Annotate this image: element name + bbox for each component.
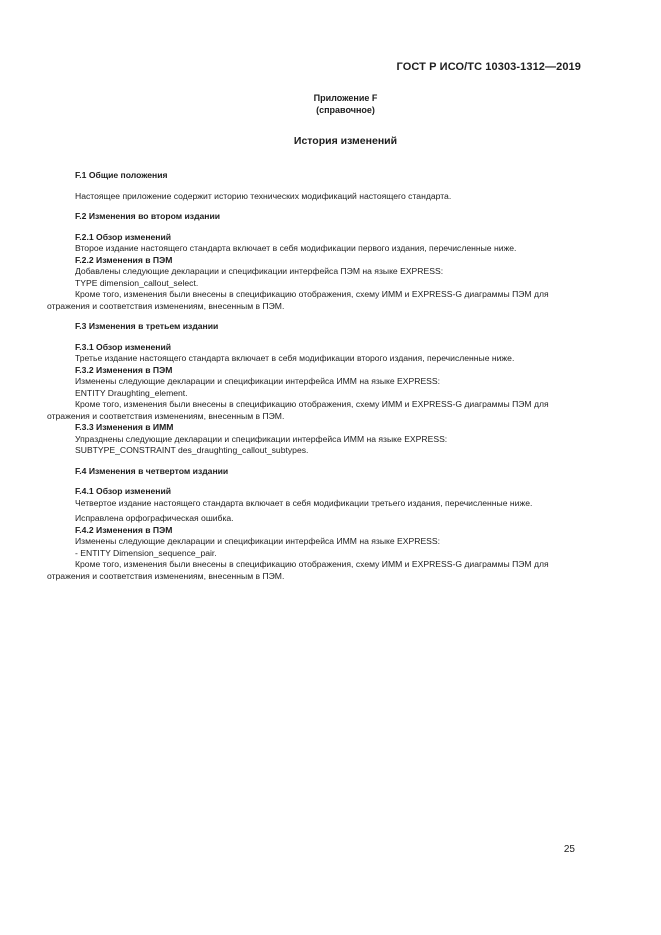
subsection-heading-f4-1: F.4.1 Обзор изменений xyxy=(75,486,172,496)
subsection-heading-f3-3: F.3.3 Изменения в ИММ xyxy=(75,422,174,432)
paragraph: Кроме того, изменения были внесены в спецификацию отображения, схему ИММ и EXPRESS-G диаграммы ПЭМ для отражения и соответствия изменениям, внесенным в ПЭМ. xyxy=(47,399,549,421)
section-heading-f2: F.2 Изменения во втором издании xyxy=(75,211,221,221)
paragraph: ENTITY Draughting_element. xyxy=(75,387,188,398)
subsection-heading-f3-1: F.3.1 Обзор изменений xyxy=(75,341,172,352)
paragraph: Добавлены следующие декларации и спецификации интерфейса ПЭМ на языке EXPRESS: xyxy=(75,266,444,276)
subsection-heading-f3-2: F.3.2 Изменения в ПЭМ xyxy=(75,364,173,375)
subsection-heading-f2-2: F.2.2 Изменения в ПЭМ xyxy=(75,254,173,265)
paragraph: Настоящее приложение содержит историю технических модификаций настоящего стандарта. xyxy=(75,190,452,201)
annex-kind: (справочное) xyxy=(316,105,375,115)
section-heading-f4: F.4 Изменения в четвертом издании xyxy=(75,465,229,476)
paragraph: Изменены следующие декларации и спецификации интерфейса ИММ на языке EXPRESS: xyxy=(75,376,441,386)
subsection-heading-f2-1: F.2.1 Обзор изменений xyxy=(75,231,172,242)
section-heading-f1: F.1 Общие положения xyxy=(75,170,168,180)
paragraph: Третье издание настоящего стандарта включает в себя модификации второго издания, перечисленные ниже. xyxy=(75,353,515,363)
document-id: ГОСТ Р ИСО/ТС 10303-1312—2019 xyxy=(396,61,581,73)
paragraph: Изменены следующие декларации и спецификации интерфейса ИММ на языке EXPRESS: xyxy=(75,536,441,546)
section-heading-f3: F.3 Изменения в третьем издании xyxy=(75,321,219,331)
paragraph: TYPE dimension_callout_select. xyxy=(75,277,199,288)
annex-body xyxy=(47,170,583,582)
paragraph: Кроме того, изменения были внесены в спецификацию отображения, схему ИММ и EXPRESS-G диаграммы ПЭМ для отражения и соответствия изменениям, внесенным в ПЭМ. xyxy=(47,289,549,311)
paragraph: Кроме того, изменения были внесены в спецификацию отображения, схему ИММ и EXPRESS-G диаграммы ПЭМ для отражения и соответствия изменениям, внесенным в ПЭМ. xyxy=(47,559,549,581)
subsection-heading-f4-2: F.4.2 Изменения в ПЭМ xyxy=(75,524,173,535)
annex-title: История изменений xyxy=(293,135,398,147)
annex-label: Приложение F xyxy=(313,93,378,103)
paragraph: Второе издание настоящего стандарта включает в себя модификации первого издания, перечисленные ниже. xyxy=(75,243,517,253)
paragraph: Упразднены следующие декларации и спецификации интерфейса ИММ на языке EXPRESS: xyxy=(75,433,448,444)
page-number: 25 xyxy=(563,844,575,855)
paragraph: SUBTYPE_CONSTRAINT des_draughting_callout_subtypes. xyxy=(75,445,309,455)
paragraph: - ENTITY Dimension_sequence_pair. xyxy=(75,547,217,558)
annex-heading xyxy=(0,92,661,116)
paragraph: Четвертое издание настоящего стандарта включает в себя модификации третьего издания, перечисленные ниже. xyxy=(75,497,533,508)
paragraph: Исправлена орфографическая ошибка. xyxy=(75,513,234,523)
